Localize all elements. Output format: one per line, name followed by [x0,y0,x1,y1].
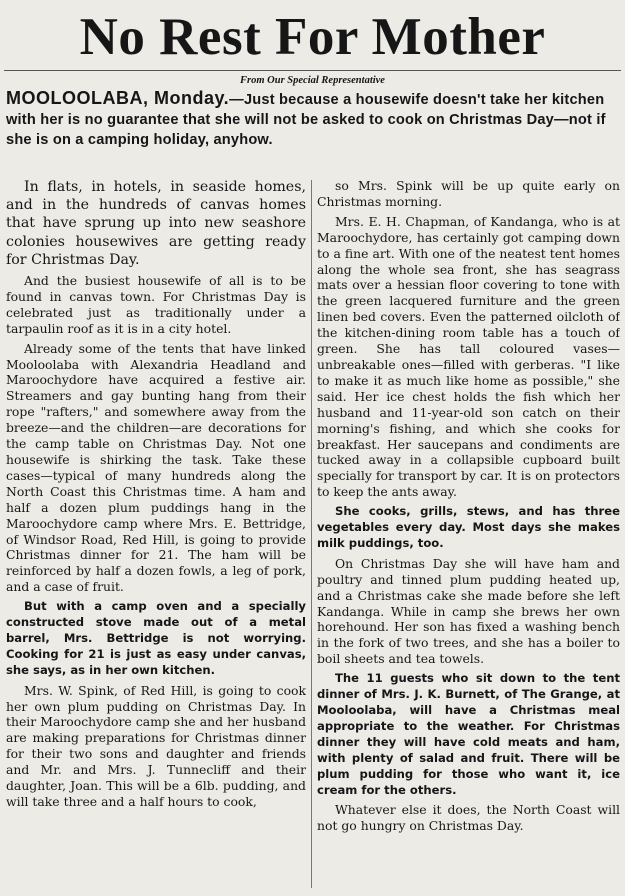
paragraph: Already some of the tents that have linked Mooloolaba with Alexandria Headland and Maroochydore have acquired a festive air. Streamers and gay bunting hang from their rope "rafters," and somewhere away from the breeze—and the children—are decorations for the camp table on Christmas Day. Not one housewife is shirking the task. Take these cases—typical of many hundreds along the North Coast this Christmas time. A ham and half a dozen plum puddings hang in the Maroochydore camp where Mrs. E. Bettridge, of Windsor Road, Red Hill, is going to provide Christmas dinner for 21. The ham will be reinforced by half a dozen fowls, a leg of pork, and a case of fruit. [6,340,306,595]
paragraph: so Mrs. Spink will be up quite early on Christmas morning. [317,178,620,209]
paragraph: But with a camp oven and a specially constructed stove made out of a metal barrel, Mrs. Bettridge is not worrying. Cooking for 21 is just as easy under canvas, she says, as in her own kitchen. [6,599,306,677]
paragraph: Mrs. W. Spink, of Red Hill, is going to cook her own plum pudding on Christmas Day. In their Maroochydore camp she and her husband are making preparations for Christmas dinner for their two sons and daughter and friends and Mr. and Mrs. J. Tunnecliff and their daughter, Joan. This will be a 6lb. pudding, and will take three and a half hours to cook, [6,682,306,810]
column-divider [311,180,312,888]
paragraph: The 11 guests who sit down to the tent dinner of Mrs. J. K. Burnett, of The Grange, at Mooloolaba, will have a Christmas meal appropriate to the weather. For Christmas dinner they will have cold meats and ham, with plenty of salad and fruit. There will be plum pudding for those who want it, ice cream for the others. [317,671,620,797]
paragraph: She cooks, grills, stews, and has three vegetables every day. Most days she makes milk puddings, too. [317,504,620,550]
paragraph: Whatever else it does, the North Coast will not go hungry on Christmas Day. [317,802,620,834]
paragraph: In flats, in hotels, in seaside homes, and in the hundreds of canvas homes that have sprung up into new seashore colonies housewives are getting ready for Christmas Day. [6,179,306,268]
left-column [6,178,306,890]
lead-text: —Just because a housewife doesn't take her kitchen with her is no guarantee that she will not be asked to cook on Christmas Day—not if she is on a camping holiday, anyhow. [6,92,606,148]
paragraph: On Christmas Day she will have ham and poultry and tinned plum pudding heated up, and a Christmas cake she made before she left Kandanga. While in camp she brews her own horehound. Her son has fixed a washing bench in the fork of two trees, and she has a boiler to boil sheets and tea towels. [317,555,620,667]
lead-paragraph [6,88,618,150]
headline: No Rest For Mother [79,8,546,66]
paragraph: Mrs. E. H. Chapman, of Kandanga, who is at Maroochydore, has certainly got camping down to a fine art. With one of the neatest tent homes along the whole sea front, she has seagrass mats over a hessian floor covering to tone with the green lacquered furniture and the green linen bed covers. Even the patterned oilcloth of the kitchen-dining room table has a touch of green. She has tall coloured vases—unbreakable ones—filled with gerberas. "I like to make it as much like home as possible," she said. Her ice chest holds the fish which her husband and 11-year-old son catch on their morning's fishing, and which she cooks for breakfast. Her saucepans and condiments are tucked away in a collapsible cupboard built specially for transport by car. It is on protectors to keep the ants away. [317,213,620,500]
right-column [317,178,620,890]
byline: From Our Special Representative [240,75,385,86]
paragraph: And the busiest housewife of all is to be found in canvas town. For Christmas Day is celebrated just as traditionally under a tarpaulin roof as it is in a city hotel. [6,273,306,336]
headline-rule [4,70,621,71]
dateline: MOOLOOLABA, Monday. [6,88,230,108]
